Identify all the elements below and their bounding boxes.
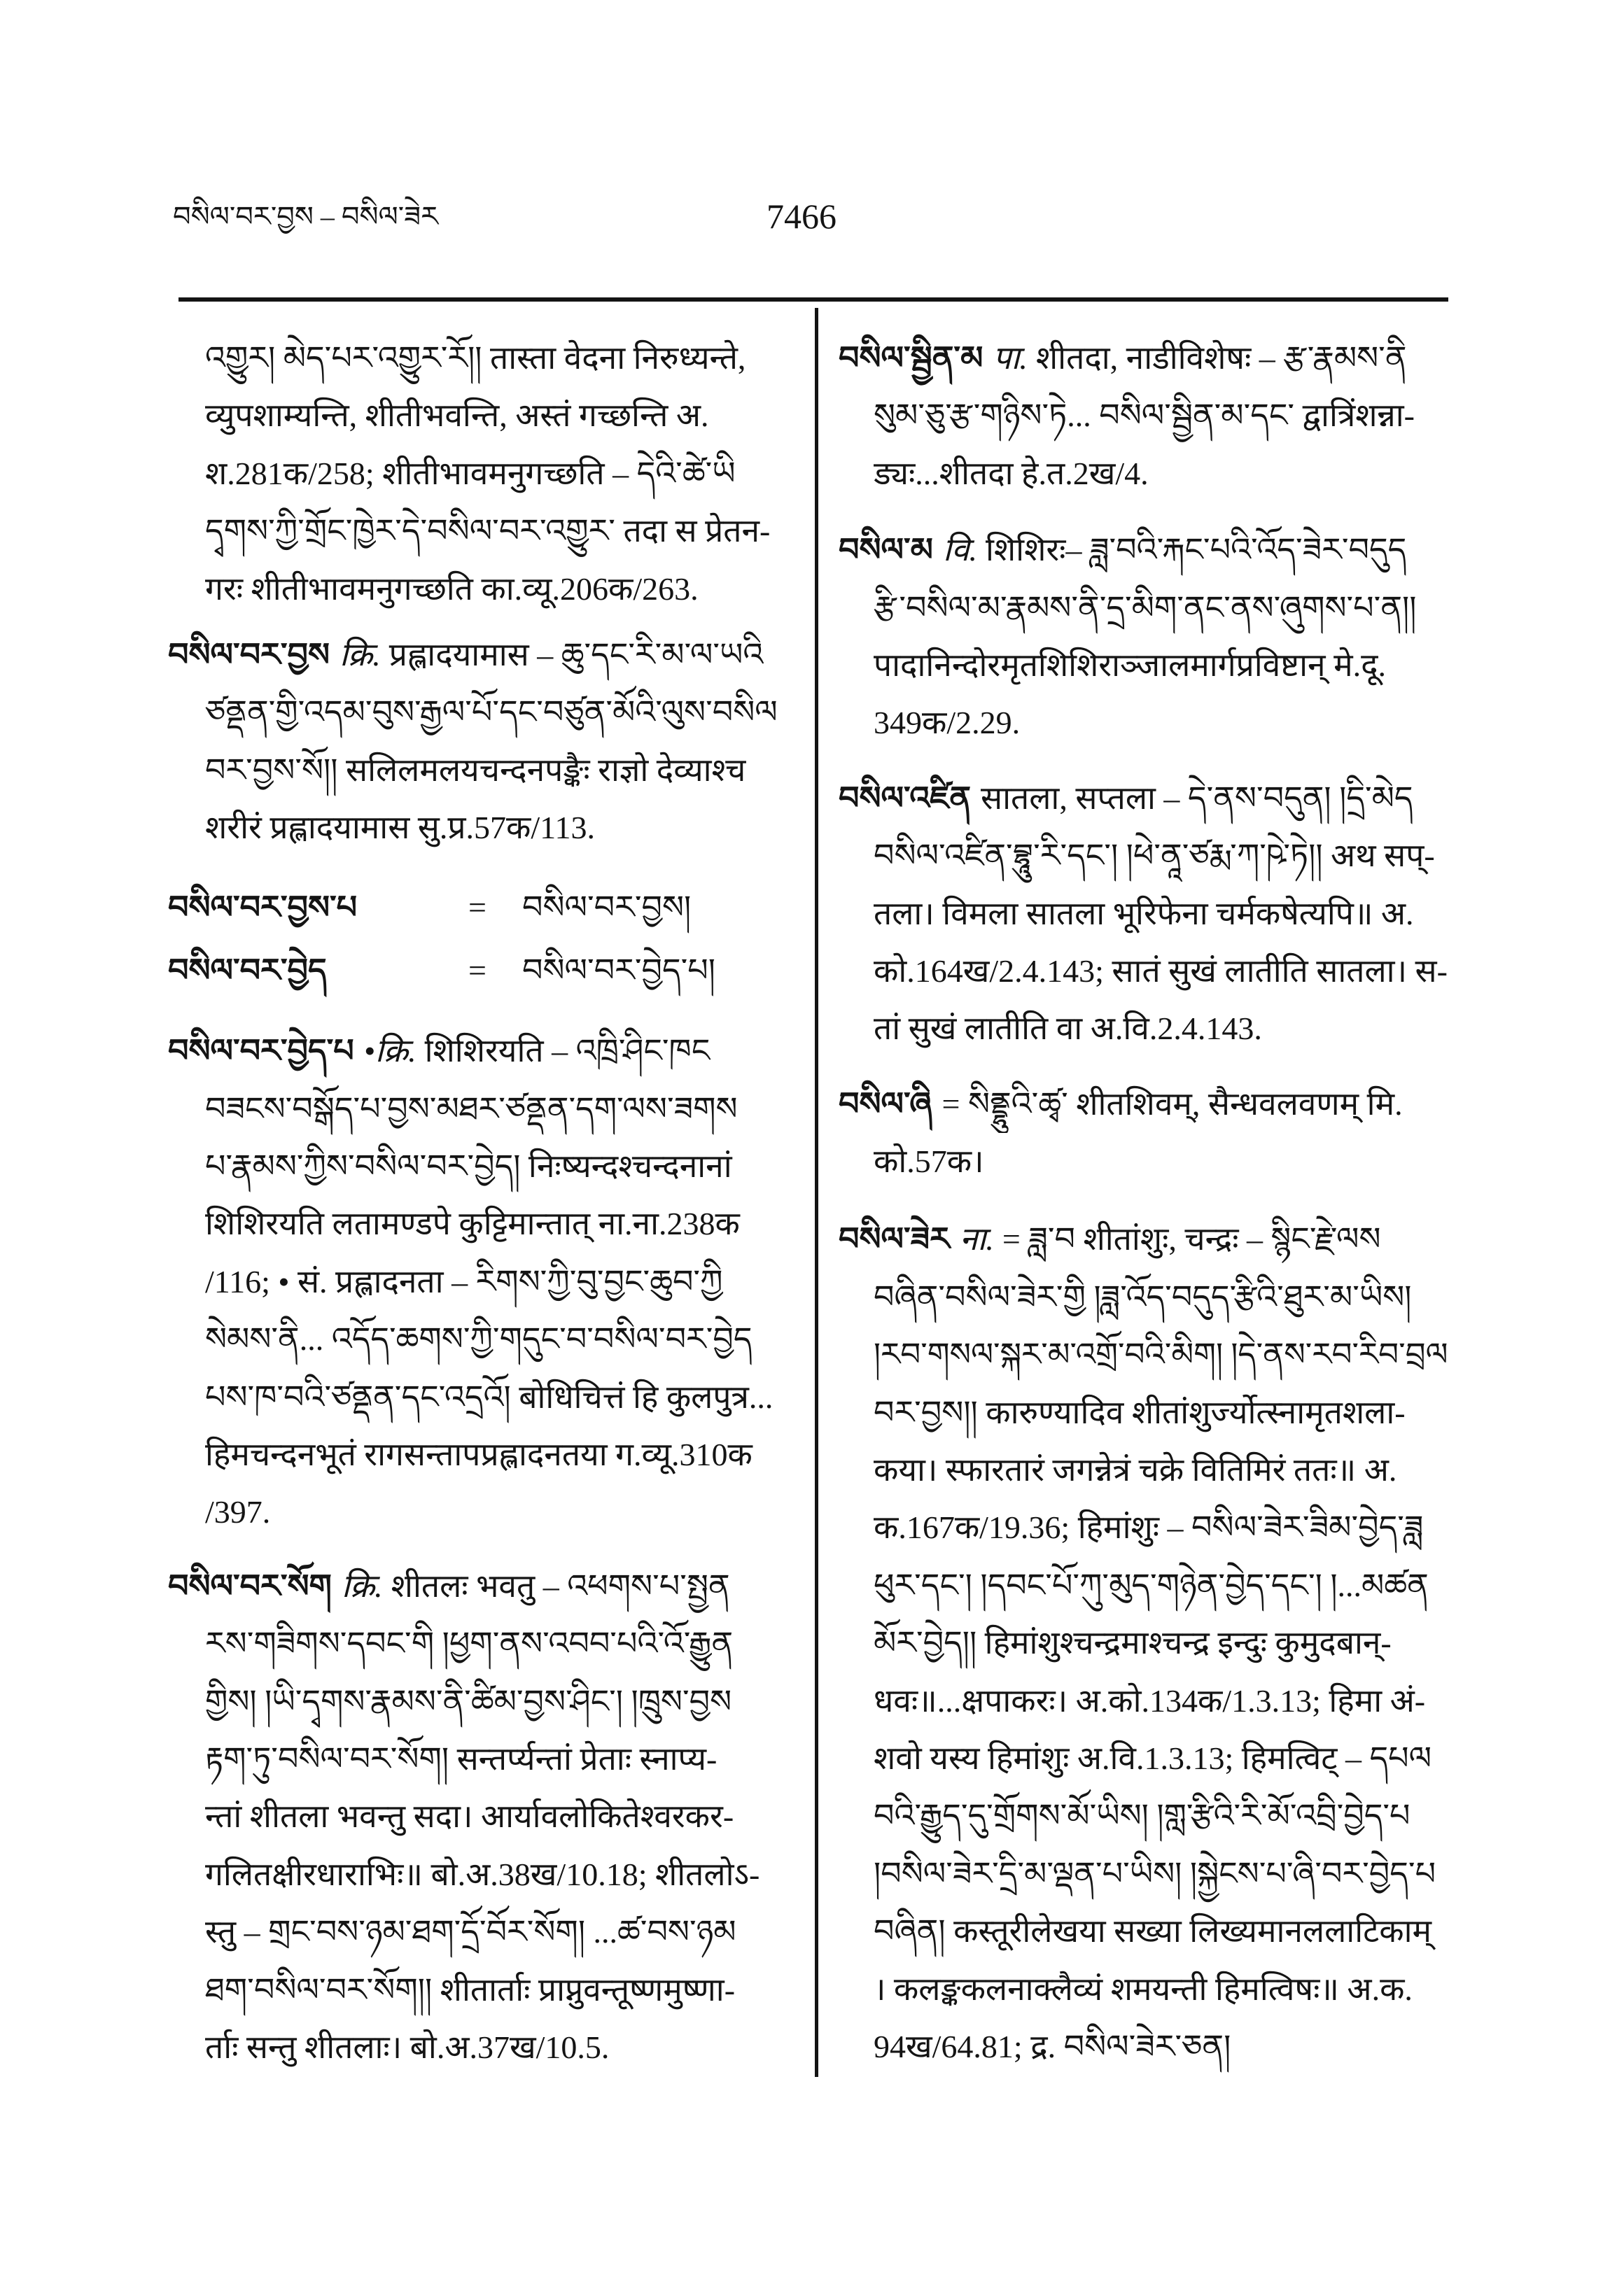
line-text: །རབ་གསལ་སྐར་མ་འགྲོ་བའི་མིག། །དེ་ནས་རབ་རིབ་བྲལ (874, 1337, 1448, 1373)
line-text: र्ताः सन्तु शीतलाः। बो.अ.37ख/10.5. (205, 2029, 610, 2065)
dictionary-entry (839, 1211, 1448, 2076)
line-text: འགྱུར། མེད་པར་འགྱུར་རོ།། तास्ता वेदना निरुध्यन्ते, (205, 340, 746, 376)
text-line (874, 943, 1448, 1000)
text-line (874, 1442, 1448, 1499)
line-text: རས་གཟིགས་དབང་གི །ཕྱག་ནས་འབབ་པའི་འོ་རྒྱུན (205, 1626, 734, 1662)
headword: བསིལ་ཞི (839, 1085, 932, 1122)
text-line (874, 1961, 1448, 2018)
grammar-tag: क्रि. (340, 636, 381, 672)
definition-text: सातला, सप्तला – དེ་ནས་བདུན། །དྲི་མེད (981, 780, 1413, 816)
text-line (205, 2019, 783, 2076)
headword: བསིལ་བར་བྱེད་པ (168, 1033, 354, 1069)
line-text: རྩི་བསིལ་མ་རྣམས་ནི་དྲ་མིག་ནང་ནས་ཞུགས་པ་ན།། (874, 589, 1417, 626)
text-line (874, 387, 1448, 444)
line-text: को.164ख/2.4.143; सातं सुखं लातीति सातला। स- (874, 952, 1448, 989)
entry-first-line (168, 1022, 783, 1080)
line-text: 94ख/64.81; द्र. བསིལ་ཟེར་ཅན། (874, 2028, 1231, 2064)
text-line (205, 445, 783, 502)
header-rule (178, 297, 1448, 302)
grammar-tag: ना. (959, 1221, 994, 1258)
text-line (205, 1962, 783, 2019)
text-line (874, 1384, 1448, 1442)
line-text: शिशिरयति लतामण्डपे कुट्टिमान्तात् ना.ना.238क (205, 1206, 740, 1242)
entry-first-line (168, 879, 783, 936)
text-line (205, 1369, 783, 1426)
line-text: क.167क/19.36; हिमांशुः – བསིལ་ཟེར་ཟིམ་བྱེད་ཟླ (874, 1509, 1424, 1546)
text-line (874, 1903, 1448, 1960)
line-text: གྱིས། །ཡི་དྭགས་རྣམས་ནི་ཚིམ་བྱས་ཤིང་། །ཁྲུས་བྱས (205, 1683, 732, 1719)
text-line (874, 1730, 1448, 1787)
text-line (205, 1846, 783, 1903)
definition-text: प्रह्लादयामास – ཆུ་དང་རི་མ་ལ་ཡའི (388, 636, 764, 672)
dictionary-entry (839, 521, 1448, 752)
line-text: तां सुखं लातीति वा अ.वि.2.4.143. (874, 1010, 1262, 1047)
entry-first-line (839, 770, 1448, 827)
definition-text: = ཟླ་བ शीतांशुः, चन्द्रः – སྙིང་རྗེ་ལས (1002, 1221, 1381, 1258)
cross-reference-target: བསིལ་བར་བྱེད་པ། (522, 952, 715, 988)
text-line (205, 684, 783, 741)
line-text: को.57क। (874, 1143, 984, 1180)
dictionary-entry (168, 626, 783, 857)
text-line (205, 742, 783, 799)
text-line (205, 561, 783, 618)
line-text: སུམ་ཅུ་རྩ་གཉིས་ཏེ... བསིལ་སྦྱིན་མ་དང་ द्वात्रिंशन्ना- (874, 397, 1415, 434)
cross-reference-target: བསིལ་བར་བྱས། (522, 889, 692, 925)
text-line (874, 1133, 1448, 1190)
text-line (874, 637, 1448, 694)
text-line (874, 1499, 1448, 1556)
line-text: པས་ཁ་བའི་ཙནྡན་དང་འདྲའོ། बोधिचित्तं हि कुलपुत्र... (205, 1379, 774, 1415)
definition-text: शीतलः भवतु – འཕགས་པ་སྤྱན (391, 1568, 730, 1604)
text-line (874, 1557, 1448, 1614)
entry-continuation (168, 330, 783, 618)
text-line (205, 1311, 783, 1368)
text-line (874, 2018, 1448, 2076)
text-line (874, 1326, 1448, 1383)
line-text: तला। विमला सातला भूरिफेना चर्मकषेत्यपि॥ अ. (874, 895, 1414, 931)
line-text: /397. (205, 1494, 271, 1530)
text-line (205, 1731, 783, 1788)
line-text: སེམས་ནི... འདོད་ཆགས་ཀྱི་གདུང་བ་བསིལ་བར་བྱེད (205, 1321, 752, 1358)
line-text: गरः शीतीभावमनुगच्छति का.व्यू.206क/263. (205, 570, 699, 607)
headword: བསིལ་སྦྱིན་མ (839, 340, 983, 376)
line-text: स्तु – གྲང་བས་ཉམ་ཐག་དྲོ་བོར་སོག། ...ཚ་བས་ཉམ (205, 1914, 736, 1950)
line-text: བཞིན། कस्तूरीलेखया सख्या लिख्यमानललाटिकाम् (874, 1913, 1432, 1950)
line-text: 349क/2.29. (874, 705, 1021, 741)
line-text: ཐག་བསིལ་བར་སོག།། शीतार्ताः प्राप्नुवन्तूष्णमुष्णा- (205, 1971, 736, 2008)
text-line (874, 1000, 1448, 1057)
headword: བསིལ་བར་སོག (168, 1568, 332, 1604)
line-text: न्तां शीतला भवन्तु सदा। आर्यावलोकितेश्वरकर- (205, 1798, 734, 1835)
definition-text: = སིནྡྷུའི་ཚྭ་ शीतशिवम्, सैन्धवलवणम् मि. (941, 1085, 1403, 1122)
dictionary-entry (168, 1022, 783, 1542)
definition-text: शिशिरयति – འཁྲི་ཤིང་ཁང (424, 1033, 710, 1069)
text-line (205, 330, 783, 387)
text-line (205, 799, 783, 857)
cross-reference-entry (168, 879, 783, 936)
page-number: 7466 (766, 197, 836, 236)
headword: བསིལ་མ (839, 532, 933, 568)
entry-first-line (839, 330, 1448, 387)
text-line (205, 502, 783, 560)
equals-sign: = (468, 952, 486, 988)
line-text: བའི་རྒྱུད་དུ་གྲོགས་མོ་ཡིས། །གླ་རྩིའི་རི་མོ་འབྲི་བྱེད་པ (874, 1798, 1410, 1834)
dictionary-entry (839, 770, 1448, 1058)
text-line (205, 387, 783, 444)
right-column (839, 330, 1448, 2076)
text-line (874, 1672, 1448, 1730)
definition-text: शिशिरः– ཟླ་བའི་རྐང་པའི་འོད་ཟེར་བདུད (985, 532, 1407, 568)
entry-first-line (839, 1211, 1448, 1268)
text-line (874, 1845, 1448, 1903)
line-text: पादानिन्दोरमृतशिशिराञ्जालमार्गप्रविष्टान् मे.दू. (874, 647, 1386, 683)
text-line (205, 1195, 783, 1253)
grammar-tag: पा. (993, 340, 1028, 376)
text-line (205, 1080, 783, 1138)
line-text: ཕུར་དང་། །དབང་པོ་ཀུ་མུད་གཉེན་བྱེད་དང་། །...མཚན (874, 1567, 1429, 1603)
line-text: शवो यस्य हिमांशुः अ.वि.1.3.13; हिमत्विट् – དཔལ (874, 1740, 1432, 1776)
text-line (205, 1426, 783, 1484)
headword: བསིལ་བར་བྱས་པ (168, 889, 358, 925)
line-text: བཞིན་བསིལ་ཟེར་གྱི །ཟླ་འོད་བདུད་རྩིའི་ཐུར་མ་ཡིས། (874, 1279, 1412, 1315)
grammar-tag: क्रि. (341, 1568, 383, 1604)
column-divider (815, 308, 818, 2077)
entry-first-line (168, 1558, 783, 1615)
line-text: ཙནྡན་གྱི་འདམ་བུས་རྒྱལ་པོ་དང་བཙུན་མོའི་ལུས་བསིལ (205, 694, 778, 731)
cross-reference-entry (168, 942, 783, 999)
line-text: श.281क/258; शीतीभावमनुगच्छति – དེའི་ཚེ་ཡི (205, 455, 736, 491)
text-line (874, 1787, 1448, 1845)
line-text: རྟག་ཏུ་བསིལ་བར་སོག། सन्तर्प्यन्तां प्रेताः स्नाप्य- (205, 1740, 718, 1777)
line-text: པ་རྣམས་ཀྱིས་བསིལ་བར་བྱེད། निःष्यन्दश्चन्दनानां (205, 1148, 732, 1185)
line-text: शरीरं प्रह्लादयामास सु.प्र.57क/113. (205, 810, 595, 846)
text-line (205, 1903, 783, 1961)
line-text: /116; • सं. प्रह्लादनता – རིགས་ཀྱི་བུ་བྱང་ཆུབ་ཀྱི (205, 1263, 723, 1300)
line-text: कया। स्फारतारं जगन्नेत्रं चक्रे वितिमिरं ततः॥ अ. (874, 1452, 1397, 1488)
headword: བསིལ་བར་བྱས (168, 636, 330, 672)
definition-text: शीतदा, नाडीविशेषः – རྩ་རྣམས་ནི (1035, 340, 1407, 376)
line-text: བར་བྱས།། कारुण्यादिव शीतांशुर्ज्योत्स्नामृतशला- (874, 1394, 1406, 1430)
text-line (874, 885, 1448, 943)
text-line (874, 694, 1448, 752)
headword: བསིལ་ཟེར (839, 1221, 950, 1258)
line-text: गलितक्षीरधाराभिः॥ बो.अ.38ख/10.18; शीतलोऽ- (205, 1856, 760, 1892)
text-line (205, 1484, 783, 1541)
text-line (874, 827, 1448, 885)
grammar-tag: वि. (942, 532, 977, 568)
text-line (205, 1253, 783, 1311)
entry-first-line (168, 942, 783, 999)
equals-sign: = (468, 889, 486, 925)
dictionary-entry (839, 1076, 1448, 1191)
entry-first-line (839, 1076, 1448, 1133)
text-line (874, 579, 1448, 637)
line-text: व्युपशाम्यन्ति, शीतीभवन्ति, अस्तं गच्छन्ति अ. (205, 397, 709, 434)
line-text: धवः॥...क्षपाकरः। अ.को.134क/1.3.13; हिमा अं- (874, 1682, 1426, 1719)
text-line (874, 1614, 1448, 1672)
line-text: མོར་བྱེད།། हिमांशुश्चन्द्रमाश्चन्द्र इन्दुः कुमुदबान्- (874, 1625, 1392, 1661)
line-text: དྭགས་ཀྱི་གྲོང་ཁྱེར་དེ་བསིལ་བར་འགྱུར་ तदा स प्रेतन- (205, 513, 771, 549)
line-text: །བསིལ་ཟེར་དྲི་མ་ལྡན་པ་ཡིས། །སྐྱེངས་པ་ཞི་བར་བྱེད་པ (874, 1855, 1436, 1892)
line-text: ड्यः...शीतदा हे.त.2ख/4. (874, 455, 1149, 491)
dictionary-entry (839, 330, 1448, 502)
headword: བསིལ་འཛིན (839, 780, 972, 816)
line-text: हिमचन्दनभूतं रागसन्तापप्रह्लादनतया ग.व्यू.310क (205, 1437, 752, 1473)
entry-first-line (839, 521, 1448, 579)
text-line (205, 1615, 783, 1672)
headword: བསིལ་བར་བྱེད (168, 952, 327, 988)
running-head: བསིལ་བར་བྱས – བསིལ་ཟེར (173, 201, 439, 232)
text-line (874, 445, 1448, 502)
text-line (205, 1138, 783, 1195)
left-column (168, 330, 783, 2076)
line-text: । कलङ्ककलनाक्लैव्यं शमयन्ती हिमत्विषः॥ अ.क. (874, 1971, 1413, 2007)
text-line (205, 1673, 783, 1731)
grammar-tag: •क्रि. (363, 1033, 416, 1069)
text-line (205, 1788, 783, 1845)
line-text: བསིལ་འཛིན་བྷཱུ་རི་དང་། །ཕེ་ནཱ་ཙརྨ་ཀ་ཥེ་ཏེ།། अथ सप्- (874, 838, 1435, 874)
line-text: བར་བྱས་སོ།། सलिलमलयचन्दनपङ्कैः राज्ञो देव्याश्च (205, 752, 746, 788)
text-line (874, 1269, 1448, 1326)
dictionary-entry (168, 1558, 783, 2077)
entry-first-line (168, 626, 783, 684)
line-text: བཟངས་བསྒོད་པ་བྱས་མཐར་ཙནྡན་དག་ལས་ཟགས (205, 1090, 738, 1127)
